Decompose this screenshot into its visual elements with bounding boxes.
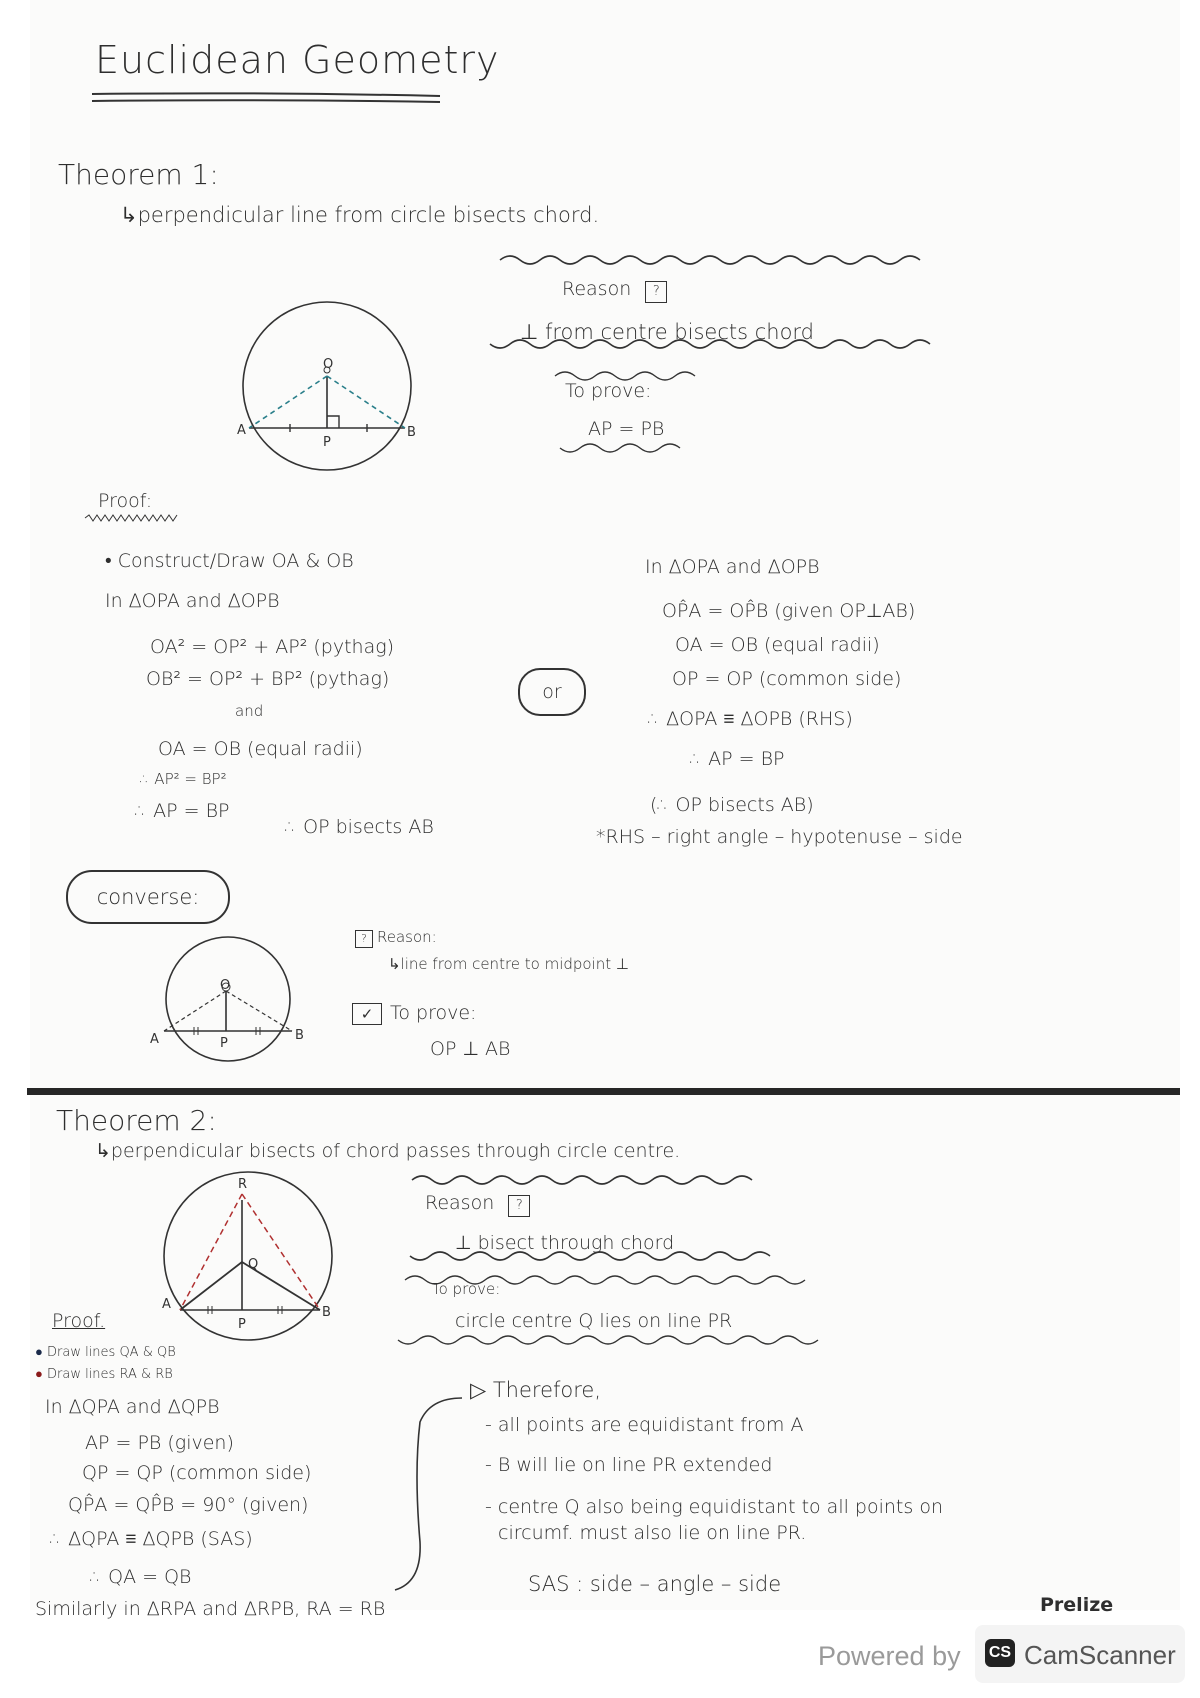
diag2-label-p: P bbox=[238, 1317, 246, 1332]
theorem1-heading: Theorem 1: bbox=[58, 158, 219, 191]
theorem2-to-prove-label: To prove: bbox=[432, 1280, 501, 1298]
theorem1-reason-label bbox=[562, 278, 667, 303]
t2-step-0: In ΔQPA and ΔQPB bbox=[45, 1396, 220, 1418]
question-box-icon: ? bbox=[355, 930, 373, 948]
reason-wavy-top bbox=[500, 252, 930, 266]
theorem1-diagram bbox=[235, 298, 435, 478]
t1-left-step-7: ∴ AP = BP bbox=[135, 800, 230, 822]
diag1-label-b: B bbox=[407, 425, 416, 440]
to-prove-wavy bbox=[555, 368, 695, 380]
therefore-point-1: - B will lie on line PR extended bbox=[485, 1454, 773, 1476]
t1-right-step-2: OA = OB (equal radii) bbox=[675, 634, 880, 656]
diag2-label-a: A bbox=[162, 1297, 171, 1312]
proof-underline bbox=[85, 514, 195, 522]
t1-right-step-3: OP = OP (common side) bbox=[672, 668, 902, 690]
t1-left-step-4: and bbox=[235, 702, 264, 720]
reason-label-text: Reason bbox=[562, 278, 632, 300]
signature: Prelize bbox=[1040, 1594, 1114, 1616]
bullet-icon: ● bbox=[35, 1367, 43, 1382]
t1-left-step-5: OA = OB (equal radii) bbox=[158, 738, 363, 760]
diag2-label-q: Q bbox=[248, 1257, 259, 1272]
t2-to-prove-wavy-bottom bbox=[398, 1336, 818, 1348]
theorem2-reason-text: ⊥ bisect through chord bbox=[455, 1232, 675, 1254]
t1-left-step-8: ∴ OP bisects AB bbox=[285, 816, 434, 838]
diag2-label-b: B bbox=[322, 1305, 331, 1320]
check-box-icon: ✓ bbox=[352, 1003, 382, 1025]
t1-left-step-1: In ΔOPA and ΔOPB bbox=[105, 590, 280, 612]
diag1-label-p: P bbox=[323, 435, 331, 450]
t2-step-1: AP = PB (given) bbox=[85, 1432, 234, 1454]
therefore-point-2: - centre Q also being equidistant to all points on bbox=[485, 1496, 943, 1518]
page-title: Euclidean Geometry bbox=[95, 38, 500, 82]
question-box-icon: ? bbox=[645, 281, 667, 303]
powered-by-text: Powered by bbox=[818, 1641, 961, 1671]
theorem1-proof-heading: Proof: bbox=[98, 490, 153, 512]
question-box-icon: ? bbox=[508, 1195, 530, 1217]
t1-left-step-0: • Construct/Draw OA & OB bbox=[105, 550, 354, 572]
theorem2-heading: Theorem 2: bbox=[56, 1104, 217, 1137]
therefore-heading-text: Therefore, bbox=[492, 1378, 602, 1402]
theorem1-statement: ↳perpendicular line from circle bisects chord. bbox=[120, 203, 600, 227]
diag2-label-r: R bbox=[238, 1177, 248, 1192]
t1-right-step-4: ∴ ΔOPA ≡ ΔOPB (RHS) bbox=[648, 708, 853, 730]
sas-note: SAS : side – angle – side bbox=[528, 1572, 782, 1596]
therefore-point-0: - all points are equidistant from A bbox=[485, 1414, 804, 1436]
t2-bullet-0 bbox=[35, 1344, 176, 1360]
diag1-label-o: O bbox=[323, 357, 334, 372]
t1-left-step-3: OB² = OP² + BP² (pythag) bbox=[146, 668, 390, 690]
t1-left-step-2: OA² = OP² + AP² (pythag) bbox=[150, 636, 395, 658]
converse-diagram bbox=[150, 935, 310, 1065]
theorem2-statement: ↳perpendicular bisects of chord passes through circle centre. bbox=[95, 1140, 681, 1162]
theorem1-to-prove-value: AP = PB bbox=[588, 418, 665, 440]
arrow-icon: ▷ bbox=[470, 1378, 487, 1402]
therefore-heading bbox=[470, 1378, 601, 1402]
converse-reason-label-text: Reason: bbox=[377, 928, 437, 946]
t2-bullet-1 bbox=[35, 1366, 173, 1382]
theorem1-reason-text: ⊥ from centre bisects chord bbox=[520, 320, 815, 344]
theorem2-proof-heading: Proof. bbox=[52, 1310, 106, 1332]
conv-label-b: B bbox=[295, 1028, 304, 1043]
conv-label-o: O bbox=[220, 978, 231, 993]
theorem2-to-prove-value: circle centre Q lies on line PR bbox=[455, 1310, 733, 1332]
theorem2-diagram bbox=[160, 1170, 345, 1340]
t2-step-5: ∴ QA = QB bbox=[90, 1566, 192, 1588]
section-divider bbox=[27, 1088, 1180, 1095]
therefore-bracket bbox=[400, 1392, 470, 1602]
t1-left-step-6: ∴ AP² = BP² bbox=[140, 770, 227, 788]
t1-right-step-0: In ΔOPA and ΔOPB bbox=[645, 556, 820, 578]
converse-to-prove-value: OP ⊥ AB bbox=[430, 1038, 511, 1060]
t2-step-6: Similarly in ΔRPA and ΔRPB, RA = RB bbox=[35, 1598, 386, 1620]
conv-label-p: P bbox=[220, 1036, 228, 1051]
t2-step-4: ∴ ΔQPA ≡ ΔQPB (SAS) bbox=[50, 1528, 253, 1550]
reason-wavy-bottom bbox=[490, 340, 940, 354]
camscanner-brand: CamScanner bbox=[1024, 1640, 1176, 1670]
t2-step-3: QP̂A = QP̂B = 90° (given) bbox=[68, 1494, 309, 1516]
diag1-label-a: A bbox=[237, 423, 246, 438]
converse-reason-text: ↳line from centre to midpoint ⊥ bbox=[388, 955, 629, 973]
converse-to-prove-label bbox=[352, 1002, 476, 1025]
bullet-icon: ● bbox=[35, 1345, 43, 1360]
t2-bullet-0-text: Draw lines QA & QB bbox=[47, 1345, 176, 1360]
or-bubble: or bbox=[518, 668, 586, 716]
t1-right-step-1: OP̂A = OP̂B (given OP⊥AB) bbox=[662, 600, 916, 622]
t1-right-step-6: (∴ OP bisects AB) bbox=[650, 794, 814, 816]
t2-reason-label-text: Reason bbox=[425, 1192, 495, 1214]
theorem1-to-prove-label: To prove: bbox=[565, 380, 652, 402]
theorem2-reason-label bbox=[425, 1192, 530, 1217]
t2-reason-wavy-bottom bbox=[410, 1252, 770, 1266]
converse-to-prove-text: To prove: bbox=[390, 1002, 477, 1024]
t1-right-step-5: ∴ AP = BP bbox=[690, 748, 785, 770]
t1-right-step-7: *RHS – right angle – hypotenuse – side bbox=[596, 826, 963, 848]
camscanner-logo-icon: CS bbox=[985, 1639, 1015, 1667]
therefore-point-3: circumf. must also lie on line PR. bbox=[498, 1522, 807, 1544]
converse-reason-label bbox=[355, 928, 437, 948]
t2-step-2: QP = QP (common side) bbox=[82, 1462, 312, 1484]
to-prove-wavy-bottom bbox=[560, 444, 690, 456]
t2-reason-wavy-top bbox=[412, 1172, 752, 1186]
converse-cloud-label: converse: bbox=[66, 870, 230, 924]
title-underline bbox=[90, 90, 450, 106]
conv-label-a: A bbox=[150, 1032, 159, 1047]
t2-bullet-1-text: Draw lines RA & RB bbox=[47, 1367, 173, 1382]
